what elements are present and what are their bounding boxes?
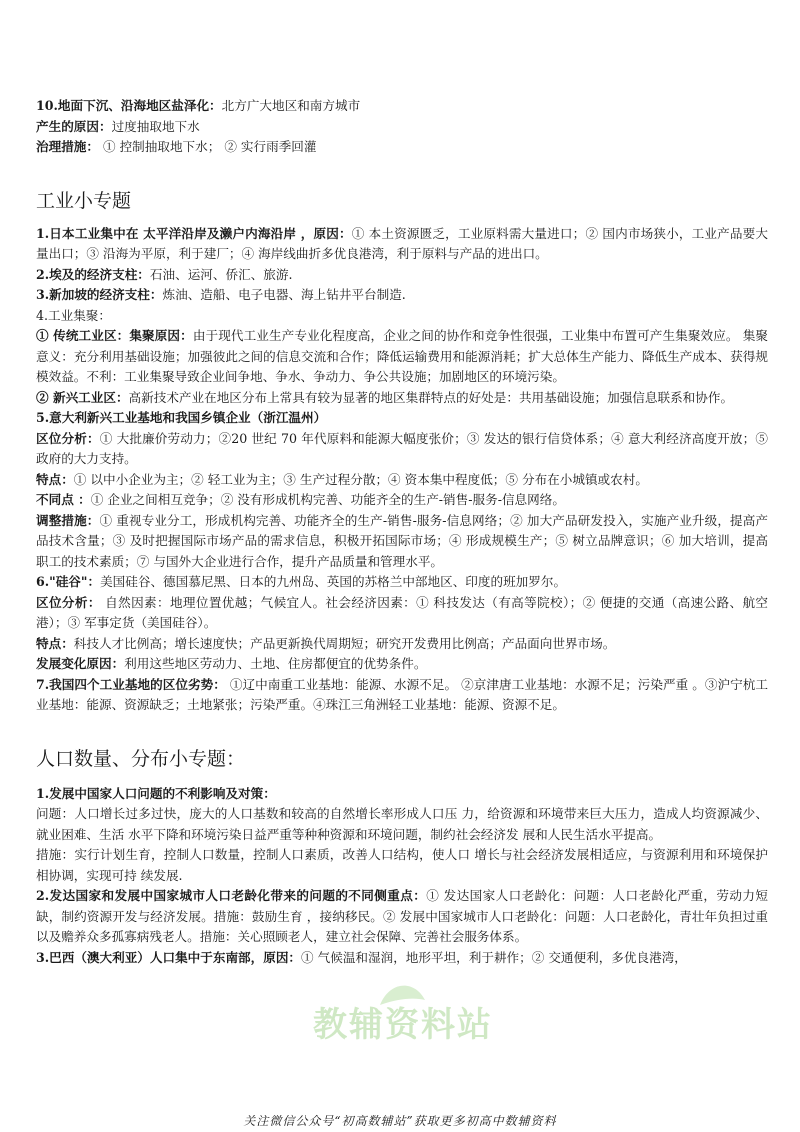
bold-lead: 治理措施：	[36, 139, 99, 154]
paragraph	[36, 96, 768, 117]
text: ① 本土资源匮乏，工业原料需大量进口；② 国内市场狭小，工业产品要大量出口；③ 沿海为平原，利于建厂；④ 海岸线曲折多优良港湾，利于原料与产品的进出口。	[36, 225, 768, 261]
paragraph	[36, 593, 768, 634]
paragraph	[36, 285, 768, 306]
bold-lead: 不同点 ：	[36, 492, 91, 507]
paragraph	[36, 634, 768, 655]
bold-lead: 7.我国四个工业基地的区位劣势：	[36, 676, 226, 692]
footer-note: 关注微信公众号“初高数辅站”获取更多初高中数辅资料	[243, 1114, 557, 1128]
bold-lead: 2.发达国家和发展中国家城市人口老龄化带来的问题的不同侧重点：	[36, 888, 427, 903]
paragraph	[36, 224, 768, 265]
bold-lead: 产生的原因：	[36, 118, 112, 134]
text: ① 控制抽取地下水； ② 实行雨季回灌	[98, 139, 317, 154]
text: 由于现代工业生产专业化程度高，企业之间的协作和竞争性很强，工业集中布置可产生集聚效应。 集聚意义：充分利用基础设施；加强彼此之间的信息交流和合作；降低运输费用和能源消耗；扩大总体生产能力、降低生产成本、获得规模效益。不利：工业集聚导致企业间争地、争水、争动力、争公共设施；加剧地区的环境污染。	[36, 328, 768, 384]
bold-lead: 10.地面下沉、沿海地区盐泽化：	[36, 98, 222, 113]
paragraph	[36, 117, 768, 138]
paragraph: 措施：实行计划生育，控制人口数量，控制人口素质，改善人口结构，使人口 增长与社会经济发展相适应，与资源利用和环境保护相协调，实现可持 续发展.	[36, 847, 768, 883]
paragraph	[36, 265, 768, 286]
document-page	[36, 96, 768, 968]
bold-lead: 2.埃及的经济支柱：	[36, 266, 150, 282]
paragraph	[36, 511, 768, 573]
text: ① 以中小企业为主；② 轻工业为主；③ 生产过程分散；④ 资本集中程度低；⑤ 分布在小城镇或农村。	[73, 471, 648, 487]
bold-lead: 区位分析：	[36, 430, 100, 446]
text: 石油、运河、侨汇、旅游.	[149, 266, 293, 282]
bold-lead: 3.巴西（澳大利亚）人口集中于东南部，原因：	[36, 949, 302, 965]
text: ①辽中南重工业基地：能源、水源不足。 ②京津唐工业基地：水源不足；污染严重 。③沪宁杭工业基地：能源、资源缺乏；土地紧张；污染严重。④珠江三角洲轻工业基地：能源、资源不足。	[36, 676, 768, 712]
text: ① 气候温和湿润，地形平坦，利于耕作；② 交通便利，多优良港湾，	[301, 949, 687, 965]
text: 过度抽取地下水	[111, 118, 200, 134]
bold-lead: 区位分析：	[36, 594, 101, 610]
bold-lead: ① 传统工业区：集聚原因：	[36, 328, 193, 343]
paragraph	[36, 654, 768, 675]
text: ① 发达国家人口老龄化：问题：人口老龄化严重，劳动力短缺，制约资源开发与经济发展。措施：鼓励生育 ，接纳移民。② 发展中国家城市人口老龄化：问题：人口老龄化，青壮年负担过重以及赡养众多孤寡病残老人。措施：关心照顾老人，建立社会保障、完善社会服务体系。	[36, 888, 768, 944]
bold-lead: 特点：	[36, 635, 74, 651]
bold-lead: 特点：	[36, 471, 74, 487]
text: 高新技术产业在地区分布上常具有较为显著的地区集群特点的好处是：共用基础设施；加强信息联系和协作。	[128, 389, 734, 405]
paragraph	[36, 326, 768, 388]
text: 炼油、造船、电子电器、海上钻井平台制造.	[162, 287, 406, 302]
text: ① 大批廉价劳动力；②20 世纪 70 年代原料和能源大幅度张价；③ 发达的银行信贷体系；④ 意大利经济高度开放；⑤ 政府的大力支持。	[36, 430, 768, 466]
paragraph: 4.工业集聚：	[36, 307, 111, 323]
section-title-population: 人口数量、分布小专题：	[36, 747, 246, 770]
watermark-logo	[285, 975, 515, 1055]
bold-lead: ② 新兴工业区：	[36, 389, 129, 405]
section-title-industry: 工业小专题	[36, 189, 132, 212]
bold-lead: 发展变化原因：	[36, 656, 125, 671]
watermark-text: 教辅资料站	[313, 1005, 493, 1045]
bold-lead: 调整措施：	[36, 512, 100, 528]
text: ① 企业之间相互竞争；② 没有形成机构完善、功能齐全的生产-销售-服务-信息网络。	[90, 492, 565, 507]
paragraph	[36, 137, 768, 158]
text: 北方广大地区和南方城市	[221, 98, 361, 113]
paragraph	[36, 470, 768, 491]
paragraph	[36, 388, 768, 409]
text: 自然因素：地理位置优越；气候宜人。社会经济因素：① 科技发达（有高等院校）；② 便捷的交通（高速公路、航空港）；③ 军事定货（美国硅谷）。	[36, 594, 769, 630]
text: 科技人才比例高；增长速度快；产品更新换代周期短；研究开发费用比例高；产品面向世界市场。	[73, 635, 616, 651]
paragraph: 1.发展中国家人口问题的不利影响及对策：	[36, 785, 276, 801]
paragraph	[36, 675, 768, 716]
bold-lead: 3.新加坡的经济支柱：	[36, 287, 163, 302]
text: 利用这些地区劳动力、土地、住房都便宜的优势条件。	[124, 656, 427, 671]
bold-lead: 1.日本工业集中在 太平洋沿岸及濑户内海沿岸 ，原因：	[36, 225, 352, 241]
text: 美国硅谷、德国慕尼黑、日本的九州岛、英国的苏格兰中部地区、印度的班加罗尔。	[100, 574, 567, 589]
text: ① 重视专业分工，形成机构完善、功能齐全的生产-销售-服务-信息网络；② 加大产品研发投入，实施产业升级，提高产品技术含量；③ 及时把握国际市场产品的需求信息，积极开拓国际市场；④ 形成规模生产；⑤ 树立品牌意识；⑥ 加大培训，提高职工的技术素质；⑦ 与国外大企业进行合作，提升产品质量和管理水平。	[36, 512, 768, 569]
paragraph	[36, 886, 768, 948]
paragraph	[36, 429, 768, 470]
paragraph	[36, 490, 768, 511]
paragraph	[36, 572, 768, 593]
paragraph: 问题：人口增长过多过快，庞大的人口基数和较高的自然增长率形成人口压 力，给资源和环境带来巨大压力，造成人均资源减少、就业困难、生活 水平下降和环境污染日益严重等种种资源和环境问题，制约社会经济发 展和人民生活水平提高。	[36, 806, 768, 842]
paragraph: 5.意大利新兴工业基地和我国乡镇企业（浙江温州）	[36, 410, 327, 425]
paragraph	[36, 948, 768, 969]
bold-lead: 6."硅谷"：	[36, 574, 101, 589]
